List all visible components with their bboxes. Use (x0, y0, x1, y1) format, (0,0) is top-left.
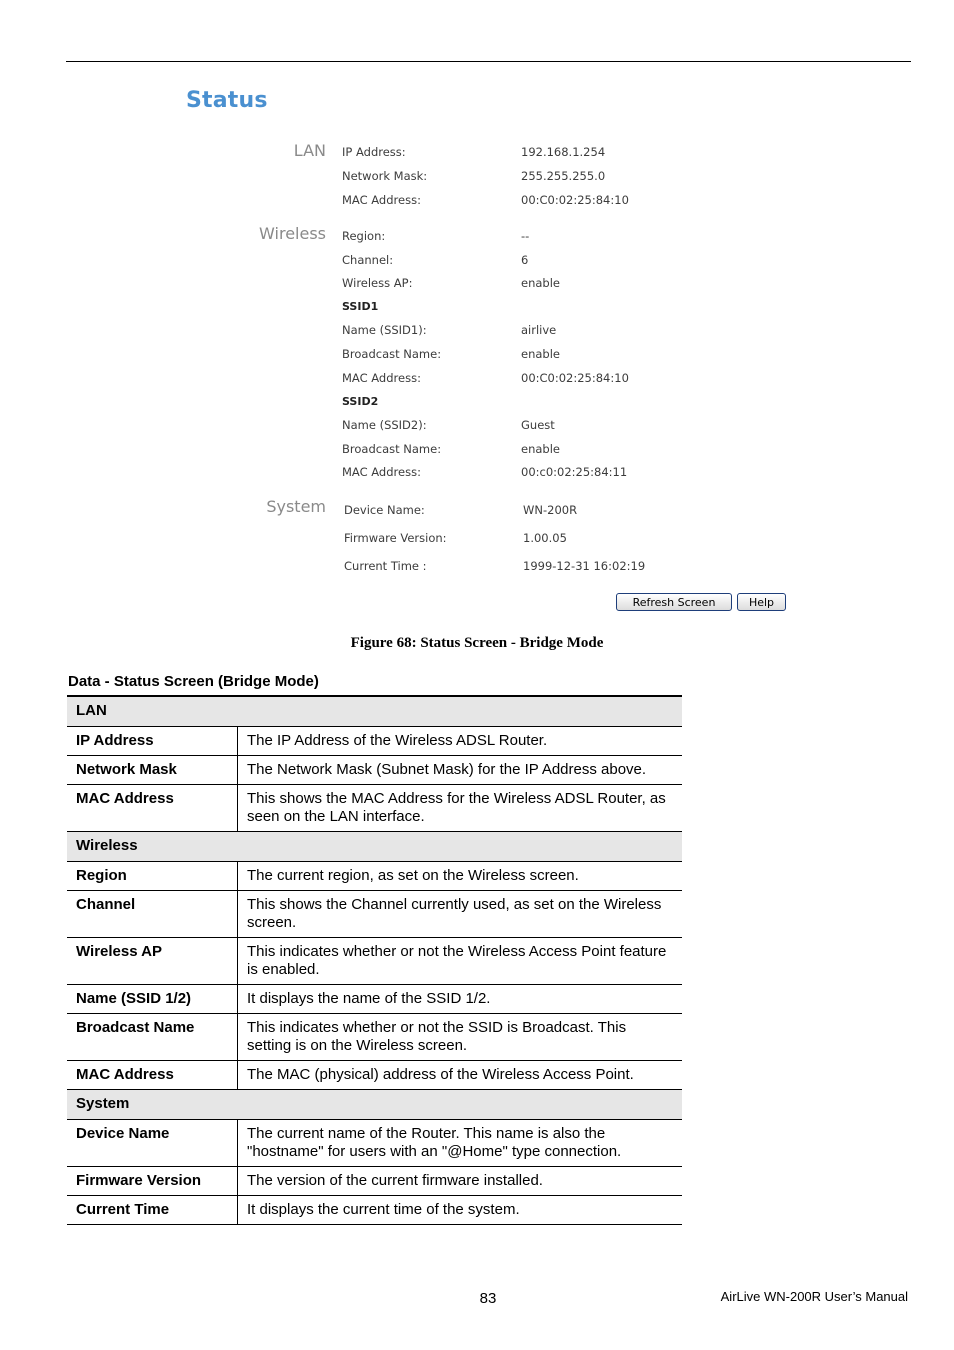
row-key: Firmware Version (67, 1167, 238, 1196)
lan-mask-value: 255.255.255.0 (521, 169, 606, 183)
page-number: 83 (479, 1290, 497, 1307)
table-row (67, 1167, 682, 1196)
wl-ap-label: Wireless AP: (342, 276, 413, 290)
lan-ip-label: IP Address: (342, 145, 406, 159)
ssid2-broadcast-value: enable (521, 442, 560, 456)
ssid1-heading: SSID1 (342, 300, 379, 313)
table-row (67, 727, 682, 756)
table-section-row (67, 696, 682, 727)
row-desc: This shows the MAC Address for the Wireless ADSL Router, as seen on the LAN interface. (238, 785, 683, 832)
section-label-wireless: Wireless (259, 224, 326, 243)
ssid1-name-value: airlive (521, 323, 557, 337)
sys-time-label: Current Time : (344, 559, 427, 573)
row-desc: The MAC (physical) address of the Wireless Access Point. (238, 1061, 683, 1090)
table-row (67, 1196, 682, 1225)
wl-channel-value: 6 (521, 253, 529, 267)
help-button[interactable]: Help (737, 593, 786, 611)
row-key: IP Address (67, 727, 238, 756)
ssid1-mac-label: MAC Address: (342, 371, 421, 385)
section-header-system: System (67, 1090, 682, 1120)
table-row (67, 785, 682, 832)
data-table (67, 695, 682, 1225)
table-row (67, 862, 682, 891)
table-row (67, 756, 682, 785)
section-label-system: System (266, 497, 326, 516)
ssid2-mac-value: 00:c0:02:25:84:11 (521, 465, 628, 479)
table-row (67, 1120, 682, 1167)
row-key: Current Time (67, 1196, 238, 1225)
section-label-lan: LAN (293, 141, 326, 160)
ssid1-broadcast-value: enable (521, 347, 560, 361)
lan-mac-label: MAC Address: (342, 193, 421, 207)
status-title: Status (186, 88, 268, 113)
ssid2-mac-label: MAC Address: (342, 465, 421, 479)
wl-region-label: Region: (342, 229, 386, 243)
figure-caption: Figure 68: Status Screen - Bridge Mode (350, 635, 604, 651)
row-key: Region (67, 862, 238, 891)
row-key: Broadcast Name (67, 1014, 238, 1061)
section-header-lan: LAN (67, 696, 682, 727)
ssid2-heading: SSID2 (342, 395, 379, 408)
sys-device-value: WN-200R (523, 503, 578, 517)
top-rule (66, 61, 911, 62)
wl-channel-label: Channel: (342, 253, 394, 267)
ssid1-name-label: Name (SSID1): (342, 323, 427, 337)
row-desc: The version of the current firmware installed. (238, 1167, 683, 1196)
manual-title: AirLive WN-200R User’s Manual (720, 1289, 908, 1304)
sys-device-label: Device Name: (344, 503, 425, 517)
sys-firmware-label: Firmware Version: (344, 531, 447, 545)
row-desc: The IP Address of the Wireless ADSL Router. (238, 727, 683, 756)
sys-firmware-value: 1.00.05 (523, 531, 567, 545)
row-desc: This shows the Channel currently used, as set on the Wireless screen. (238, 891, 683, 938)
wl-region-value: -- (521, 229, 530, 243)
table-section-row (67, 1090, 682, 1120)
wl-ap-value: enable (521, 276, 560, 290)
table-row (67, 1061, 682, 1090)
refresh-screen-button[interactable]: Refresh Screen (616, 593, 732, 611)
table-title: Data - Status Screen (Bridge Mode) (68, 673, 319, 690)
row-desc: This indicates whether or not the SSID is Broadcast. This setting is on the Wireless screen. (238, 1014, 683, 1061)
row-key: Name (SSID 1/2) (67, 985, 238, 1014)
ssid2-broadcast-label: Broadcast Name: (342, 442, 442, 456)
row-key: MAC Address (67, 785, 238, 832)
lan-ip-value: 192.168.1.254 (521, 145, 606, 159)
ssid2-name-label: Name (SSID2): (342, 418, 427, 432)
lan-mask-label: Network Mask: (342, 169, 428, 183)
table-section-row (67, 832, 682, 862)
row-key: MAC Address (67, 1061, 238, 1090)
row-key: Network Mask (67, 756, 238, 785)
ssid1-broadcast-label: Broadcast Name: (342, 347, 442, 361)
table-row (67, 985, 682, 1014)
ssid2-name-value: Guest (521, 418, 555, 432)
table-row (67, 891, 682, 938)
section-header-wireless: Wireless (67, 832, 682, 862)
lan-mac-value: 00:C0:02:25:84:10 (521, 193, 629, 207)
row-key: Wireless AP (67, 938, 238, 985)
table-row (67, 938, 682, 985)
row-key: Device Name (67, 1120, 238, 1167)
row-desc: The Network Mask (Subnet Mask) for the IP Address above. (238, 756, 683, 785)
ssid1-mac-value: 00:C0:02:25:84:10 (521, 371, 629, 385)
row-key: Channel (67, 891, 238, 938)
row-desc: It displays the name of the SSID 1/2. (238, 985, 683, 1014)
row-desc: It displays the current time of the system. (238, 1196, 683, 1225)
table-row (67, 1014, 682, 1061)
sys-time-value: 1999-12-31 16:02:19 (523, 559, 646, 573)
row-desc: The current name of the Router. This name is also the "hostname" for users with an "@Home" type connection. (238, 1120, 683, 1167)
row-desc: This indicates whether or not the Wireless Access Point feature is enabled. (238, 938, 683, 985)
row-desc: The current region, as set on the Wireless screen. (238, 862, 683, 891)
